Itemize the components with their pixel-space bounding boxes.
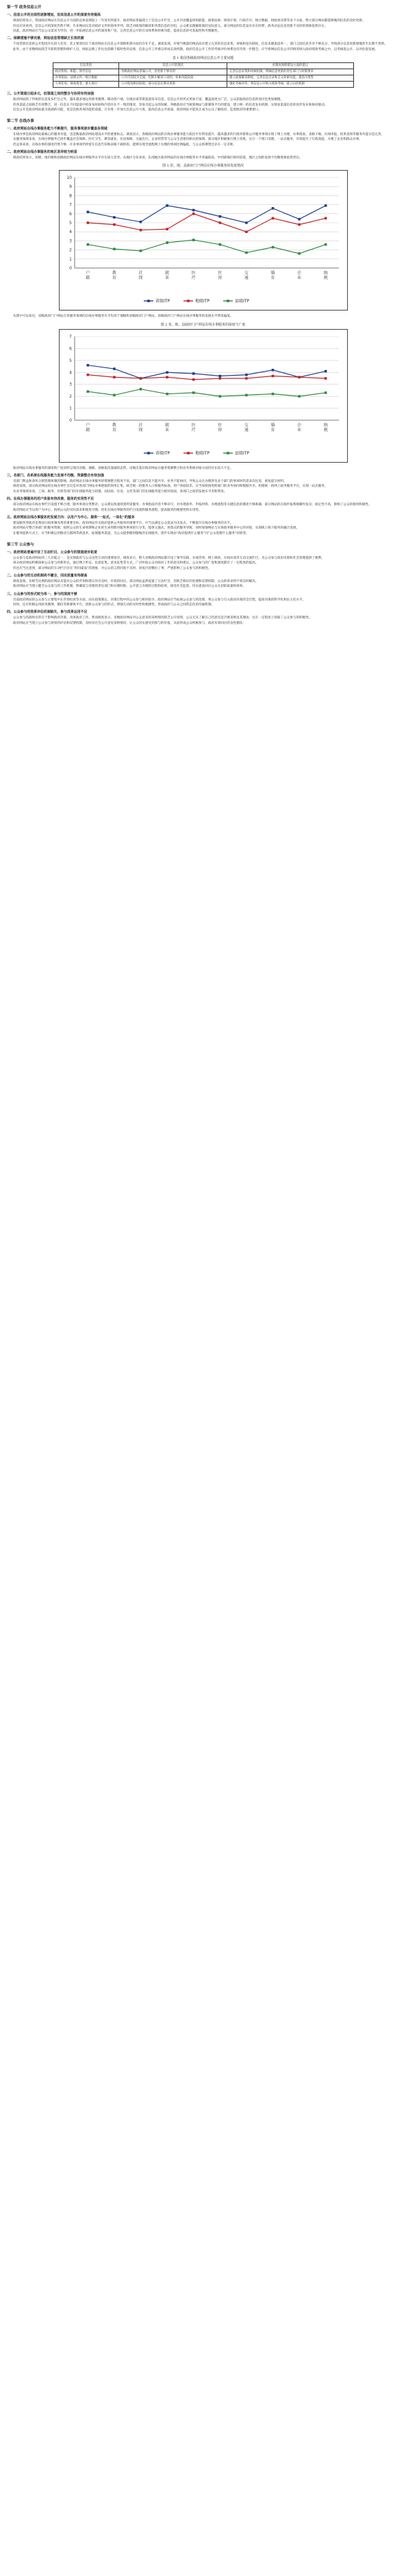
x-tick-label: 医疗	[191, 271, 196, 281]
table-cell: 强化考核评价，将信息公开纳入绩效考核，建立问责机制	[227, 82, 353, 88]
legend-label: 地级ITP	[194, 299, 210, 304]
chart-1-title: 图 1 省、地、县政府门户网站在线办事服务的发展情况	[162, 164, 244, 169]
chart-2	[60, 330, 347, 460]
table-cell: 公开程度相对较低，部分信息长期未更新	[119, 82, 227, 88]
legend-marker	[147, 452, 150, 454]
paragraph: 调查发现，部分政府网站的在线办事栏目仅是对各部门网站办事链接的简单汇集，缺乏统一的服务入口和服务标准，用户体验较差。应当加快推进跨部门的业务协同和数据共享，构建统一的网上政务服务平台，实现一站式服务。	[13, 485, 328, 489]
y-tick-label: 7	[68, 334, 72, 339]
y-tick-label: 1	[68, 257, 72, 263]
y-tick-label: 5	[68, 358, 72, 363]
y-tick-label: 2	[68, 247, 72, 253]
x-tick-label: 医疗	[191, 422, 196, 433]
series-line	[88, 206, 325, 223]
data-point	[113, 367, 116, 370]
legend-marker	[147, 300, 150, 303]
data-point	[218, 215, 221, 218]
x-tick-label: 就业	[164, 271, 169, 281]
table-cell: 人事任免、财政资金、重大项目	[53, 82, 119, 88]
section-3-heading-1: 一、政府网站普遍开设了互动栏目，公众参与的渠道逐步拓宽	[7, 550, 98, 555]
data-point	[324, 391, 327, 394]
paragraph: 同时，还应积极运用政务微博、微信等新媒体平台，创新公众参与的形式，增强互动的实时性和便捷性，形成政府与公众之间常态化的沟通机制。	[13, 603, 215, 607]
paragraph: 从业务领域来看，工商、税务、社保等部门的在线服务能力较强，而民政、住房、文化等部门的在线服务能力相对较弱，各部门之间的发展水平差距明显。	[13, 489, 227, 494]
data-point	[324, 369, 327, 372]
data-point	[139, 229, 142, 232]
x-tick-label: 社保	[138, 271, 143, 281]
paragraph: 政府网站在线办事服务的深度和广度同样呈现出省级、地级、县级依次递减的态势，反映出基层政府网站在服务资源整合和业务系统对接方面仍存在较大不足。	[13, 466, 233, 470]
x-tick-label: 交通	[244, 422, 249, 433]
data-point	[245, 374, 248, 376]
series-line	[88, 389, 325, 396]
data-point	[113, 217, 116, 219]
table-cell: 政府机构、职能、领导信息	[53, 69, 119, 75]
y-tick-label: 6	[68, 346, 72, 352]
data-point	[139, 221, 142, 223]
data-point	[139, 387, 142, 390]
data-point	[218, 243, 221, 246]
paragraph: 公众参与的最终目的在于影响政府决策、改进政府工作。然而调查显示，多数政府网站对公众意见的采纳情况缺乏公开说明，公众无从了解自己的意见是否被采纳及其理由，这在一定程度上削弱了公众参与的积极性。	[13, 616, 312, 620]
data-point	[245, 231, 248, 234]
x-tick-label: 住房	[217, 271, 222, 281]
data-point	[166, 228, 168, 231]
paragraph: 不同类别信息的公开程度存在较大差异，其主要原因在于政府网站在信息公开保障机制方面仍存在不足。调查发现，有相当数量的网站尚未建立完善的信息采集、审核和发布制度，信息来源渠道单一，部门之间信息共享不够充分，导致部分信息更新缓慢甚至长期不更新。	[13, 42, 388, 47]
x-tick-label: 企业	[296, 271, 301, 281]
x-tick-label: 纳税	[323, 271, 328, 281]
info-disclosure-table	[53, 62, 354, 88]
legend-label: 县级ITP	[234, 450, 249, 456]
data-point	[166, 242, 168, 245]
data-point	[245, 393, 248, 396]
section-2-heading-5: 五、政府网站在线办事服务的发展方向：以用户为中心，提供“一站式、一体化”的服务	[7, 515, 135, 520]
data-point	[271, 369, 274, 372]
x-tick-label: 纳税	[323, 422, 328, 433]
table-header-cell: 对制度保障建设方面的建议	[227, 63, 353, 69]
y-tick-label: 5	[68, 221, 72, 226]
table-header-cell: 信息公开的现状	[119, 63, 227, 69]
data-point	[113, 248, 116, 251]
section-1-heading-2: 二、保障措施不够完善，网站信息管理缺乏长效机制	[7, 36, 84, 41]
chart-1	[60, 171, 347, 308]
legend-label: 县级ITP	[234, 299, 249, 304]
data-point	[166, 376, 168, 378]
data-point	[192, 391, 194, 394]
section-2-heading-1: 一、政府网站在线办事服务能力不断提升，服务事项逐步覆盖各领域	[7, 126, 107, 131]
data-point	[113, 223, 116, 226]
data-point	[324, 204, 327, 207]
data-point	[298, 218, 301, 221]
series-line	[88, 374, 325, 379]
paragraph: 政府网站除了传统的信息发布栏目之外，越来越多地运用政务微博、移动客户端、在线访谈等新渠道发布信息，信息公开的形式更加丰富，覆盖面更为广泛，公众获取政府信息的途径也更加便捷。	[13, 98, 284, 102]
paragraph: 部分政府网站积极探索公众参与的新形式，通过网上听证、民意征集、意见征集等方式，广泛听取公众对政府工作的意见和建议，公众参与的广度和深度都有了一定程度的提高。	[13, 561, 259, 566]
legend-marker	[187, 452, 190, 454]
data-point	[245, 252, 248, 254]
data-point	[324, 377, 327, 380]
y-tick-label: 10	[66, 175, 72, 181]
data-point	[86, 243, 89, 246]
paragraph: 因此，政府网站应当以公众需求为导向，进一步拓展信息公开的深度和广度，完善信息公开的目录体系和检索功能，提高信息的可获取性和可理解性。	[13, 29, 221, 34]
x-tick-label: 企业	[296, 422, 301, 433]
data-point	[192, 378, 194, 381]
section-1-heading-1: 一、信息公开的全面性逐渐增加，但其信息公开的深度有待提高	[7, 13, 101, 17]
paragraph: 在线办事是政府网站最核心的服务功能，也是衡量政府网站建设水平的重要标志。调查显示，各级政府网站的在线办事服务能力较往年有明显提升，越来越多的行政审批和公共服务事项实现了网上办理，办事指南、表格下载、在线申报、结果查询等服务功能日趋完善。	[13, 132, 385, 136]
table-cell: 建立政策解读制度，完善信息目录和全文检索功能，提高可用性	[227, 75, 353, 82]
table-1-title: 表 1 我国各级政府网站信息公开主要问题	[172, 56, 234, 60]
data-point	[192, 372, 194, 375]
data-point	[298, 252, 301, 255]
data-point	[113, 393, 116, 396]
data-point	[218, 374, 221, 377]
paragraph: 信息公开是政府网站最为基础的功能，也是其他各项功能的前提。只有进一步加大信息公开力度，提高信息公开质量，政府网站才能真正成为公众了解政府、监督政府的重要窗口。	[13, 108, 262, 112]
data-point	[166, 371, 168, 374]
paragraph: 但也应该看到，信息公开的深度仍然不够，许多网站仅是对政府文件的简单罗列，缺乏对政策的解读和背景信息的介绍，公众难以理解政策的实际意义。部分网站的信息发布存在时滞，政务动态信息更新不及时的现象依然存在。	[13, 24, 328, 28]
y-tick-label: 3	[68, 239, 72, 244]
paragraph: 调查结果显示，我国政府网站在信息公开方面的总体表现较上一年度有所提升，政府网站普遍建立了信息公开栏目，公开内容覆盖机构职能、政策法规、规划计划、行政许可、统计数据、财政预决算等多个方面，绝大部分网站都能够做到信息的及时更新。	[13, 19, 366, 23]
data-point	[192, 239, 194, 242]
y-tick-label: 8	[68, 193, 72, 199]
paragraph: 此外，由于多数网站缺乏专职的管理和维护人员，网站运维工作往往依赖于临时性的安排，信息公开工作难以形成长效机制。政府信息公开工作的考核评价体系也有待进一步健全，应当将网站信息公开的情况纳入政府绩效考核之中，以考核促公开、以评估促发展。	[13, 47, 378, 51]
x-tick-label: 户籍	[85, 271, 90, 281]
legend-marker	[187, 300, 190, 303]
y-tick-label: 0	[68, 417, 72, 423]
data-point	[86, 374, 89, 376]
paragraph: 建设服务型政府是我国行政体制改革的重要目标，政府网站作为政府提供公共服务的重要平台，应当以满足公众需求为出发点，不断提升在线办事服务的水平。	[13, 521, 233, 525]
table-cell: 各级政府网站普遍公开，但更新不够及时	[119, 69, 227, 75]
x-tick-label: 住房	[217, 422, 222, 433]
section-3-heading-4: 四、公众参与的效果评估机制缺失，参与成果运用不足	[7, 610, 88, 615]
y-tick-label: 4	[68, 230, 72, 235]
x-tick-label: 社保	[138, 422, 143, 433]
data-point	[166, 204, 168, 207]
chart-2-frame	[59, 329, 348, 463]
table-header-row	[53, 63, 353, 69]
paragraph: 部分政府网站在线办事栏目设置不够合理，服务事项分类繁杂，公众难以快速找到所需服务；办事指南内容不够详尽，对办理条件、申报材料、办理流程等关键信息的描述不够准确；部分网站的在线申报系统操作复杂，稳定性不高，影响了公众的使用积极性。	[13, 503, 372, 507]
data-point	[245, 222, 248, 225]
section-3-heading-2: 二、公众参与的互动机制尚不健全，回应质量有待提高	[7, 573, 88, 578]
data-point	[271, 207, 274, 210]
paragraph: 在服务提供方式上，应当积极运用移动互联网等新技术，拓展服务渠道，为公众提供随时随地的在线服务，逐步实现由“政府提供什么服务”向“公众需要什么服务”的转变。	[13, 531, 249, 535]
table-cell: 完善信息采集和审核机制，明确信息更新的责任部门与时限要求	[227, 69, 353, 75]
y-tick-label: 0	[68, 266, 72, 271]
data-point	[271, 392, 274, 395]
paragraph: 政府网站应当建立健全公众参与的工作机制，明确留言处理的责任部门和办理时限，公开留言办理的过程和结果，接受社会监督，切实提高回应公众关切的质量和效率。	[13, 585, 246, 589]
x-tick-label: 教育	[112, 271, 116, 281]
section-3-title: 第三节 公众参与	[7, 542, 34, 547]
table-row	[53, 69, 353, 75]
section-1-heading-3: 三、公开渠道日趋多元，但渠道之间的整合与协同有待加强	[7, 92, 94, 97]
table-row	[53, 75, 353, 82]
data-point	[113, 376, 116, 378]
chart-1-caption: 从图中可以看出，省级政府门户网站在各服务领域的在线办事服务水平均高于地级和县级政府门户网站，县级政府门户网站在线办事服务的发展水平明显偏低。	[13, 315, 233, 319]
x-tick-label: 教育	[112, 422, 116, 433]
paragraph: 但总体来看，在线办事的深度仍然不够，许多事项仍停留在信息告知和表格下载阶段，能够实现全流程网上办理的事项比例偏低，与公众的期望还存在一定差距。	[13, 143, 237, 147]
paragraph: 调查发现，有相当比例的政府网站未能对公众的咨询和建议作出及时、有效的回应。部分网站虽然设置了互动栏目，但缺乏相应的处理和反馈机制，公众的诉求得不到及时解决。	[13, 579, 259, 583]
y-tick-label: 4	[68, 369, 72, 375]
data-point	[271, 217, 274, 220]
data-point	[298, 223, 301, 226]
data-point	[324, 217, 327, 220]
data-point	[139, 250, 142, 252]
section-2-heading-2: 二、政府网站在线办事服务的地区差异较为明显	[7, 150, 77, 155]
section-2-title: 第二节 在线办事	[7, 119, 34, 123]
x-tick-label: 婚育	[270, 422, 275, 433]
paragraph: 调查结果显示，省级、地市级和县级政府网站在线办事服务水平存在较大差异。从地区分布来看，东部地区政府网站的在线办事服务水平普遍较高，中西部地区相对较低，地区之间的发展不均衡现象依然突出。	[13, 156, 303, 160]
paragraph: 公众参与是政府网站的三大功能之一，是实现政府与公众良性互动的重要途径。调查显示，绝大多数政府网站都开设了领导信箱、在线咨询、网上调查、在线访谈等互动交流栏目，为公众参与政府决策和社会管理提供了便利。	[13, 556, 325, 560]
data-point	[192, 209, 194, 212]
legend-label: 地级ITP	[194, 450, 210, 456]
paragraph: 但也应当注意到，部分网站的互动栏目存在“形同虚设”的现象，对公众留言的回复不及时，回复内容敷衍了事，严重影响了公众参与的积极性。	[13, 566, 212, 570]
x-tick-label: 婚育	[270, 271, 275, 281]
section-3-heading-3: 三、公众参与的形式较为单一，参与的深度不够	[7, 592, 77, 596]
y-tick-label: 2	[68, 393, 72, 399]
data-point	[166, 392, 168, 395]
paragraph: 目前政府网站的公众参与主要集中在咨询投诉等方面，而在政策制定、决策过程中的公众参与相对较少。政府网站应当拓展公众参与的范围，将公众参与引入政府决策的全过程，提高决策的科学化和民主化水平。	[13, 598, 306, 602]
data-point	[218, 222, 221, 225]
x-tick-label: 交通	[244, 271, 249, 281]
data-point	[324, 243, 327, 246]
table-row	[53, 82, 353, 88]
legend-marker	[227, 452, 229, 454]
chart-2-title: 图 2 省、地、县政府门户网站在线办事服务的深度与广度	[160, 322, 246, 327]
data-point	[86, 211, 89, 214]
data-point	[86, 364, 89, 367]
table-header-cell: 信息类别	[53, 63, 119, 69]
x-tick-label: 就业	[164, 422, 169, 433]
data-point	[192, 212, 194, 215]
section-2-heading-3: 三、各部门、各系统在线服务能力发展不均衡，资源整合有待加强	[7, 473, 104, 478]
y-tick-label: 9	[68, 184, 72, 190]
data-point	[139, 377, 142, 380]
y-tick-label: 3	[68, 382, 72, 387]
paragraph: 政府网站应当以用户为中心，按照公众的实际需求和使用习惯，优化在线办事服务的栏目设置和服务流程，提高服务的便捷性和实用性。	[13, 508, 202, 512]
data-point	[271, 374, 274, 377]
paragraph: 政府网站应当建立公众参与效果的评估和反馈机制，及时向社会公开意见采纳情况，让公众切实感受到参与的价值，从而形成公众积极参与、政府有效回应的良性循环。	[13, 621, 246, 625]
y-tick-label: 6	[68, 212, 72, 217]
data-point	[298, 395, 301, 398]
table-cell: 公开内容较为全面，但缺少解读与说明，检索功能较弱	[119, 75, 227, 82]
paragraph: 但各渠道之间缺乏有效整合，同一信息在不同渠道中的发布时间和内容存在不一致的情况，容易引起公众的误解。各级政府应当统筹网站与新媒体平台的建设，建立统一的信息发布机制，实现多渠道信息的同步发布和协同联动。	[13, 103, 328, 107]
data-point	[86, 222, 89, 225]
data-point	[86, 390, 89, 393]
legend-marker	[227, 300, 229, 303]
section-2-heading-4: 四、在线办事服务的用户体验有待改善，服务的实用性不足	[7, 497, 94, 502]
data-point	[218, 377, 221, 380]
legend-label: 省级ITP	[155, 299, 170, 304]
x-tick-label: 户籍	[85, 422, 90, 433]
paragraph: 从服务领域来看，在线办事服务已逐步覆盖社会保障、医疗卫生、教育就业、住房保障、交通出行、企业经营等与公众生活密切相关的领域。部分地区积极推行网上审批，实行一个窗口受理、一站式服务，有效提升了行政效能，方便了企业和群众办事。	[13, 138, 362, 142]
data-point	[298, 376, 301, 378]
paragraph: 受部门利益和条块分割管理体制的影响，政府网站在线办事服务的资源整合程度不高，部门之间信息不能共享，业务不能协同，导致公众在办理涉及多个部门的事项时仍需多次往返、重复提交材料。	[13, 479, 287, 483]
legend-label: 省级ITP	[155, 450, 170, 456]
y-tick-label: 7	[68, 202, 72, 208]
y-tick-label: 1	[68, 406, 72, 411]
series-line	[88, 240, 325, 254]
paragraph: 政府网站应整合各部门的服务资源，按照公众的生命周期和企业的生命周期对服务事项进行分类，提供主题式、场景式的服务导航；同时加强网站与实体政务服务中心的对接，实现线上线下服务的融合发展。	[13, 526, 300, 531]
table-cell: 办事指南、法规文件、统计数据	[53, 75, 119, 82]
data-point	[245, 377, 248, 380]
data-point	[218, 395, 221, 398]
chart-1-frame	[59, 170, 348, 311]
section-1-title: 第一节 政务信息公开	[7, 5, 42, 10]
data-point	[271, 246, 274, 249]
